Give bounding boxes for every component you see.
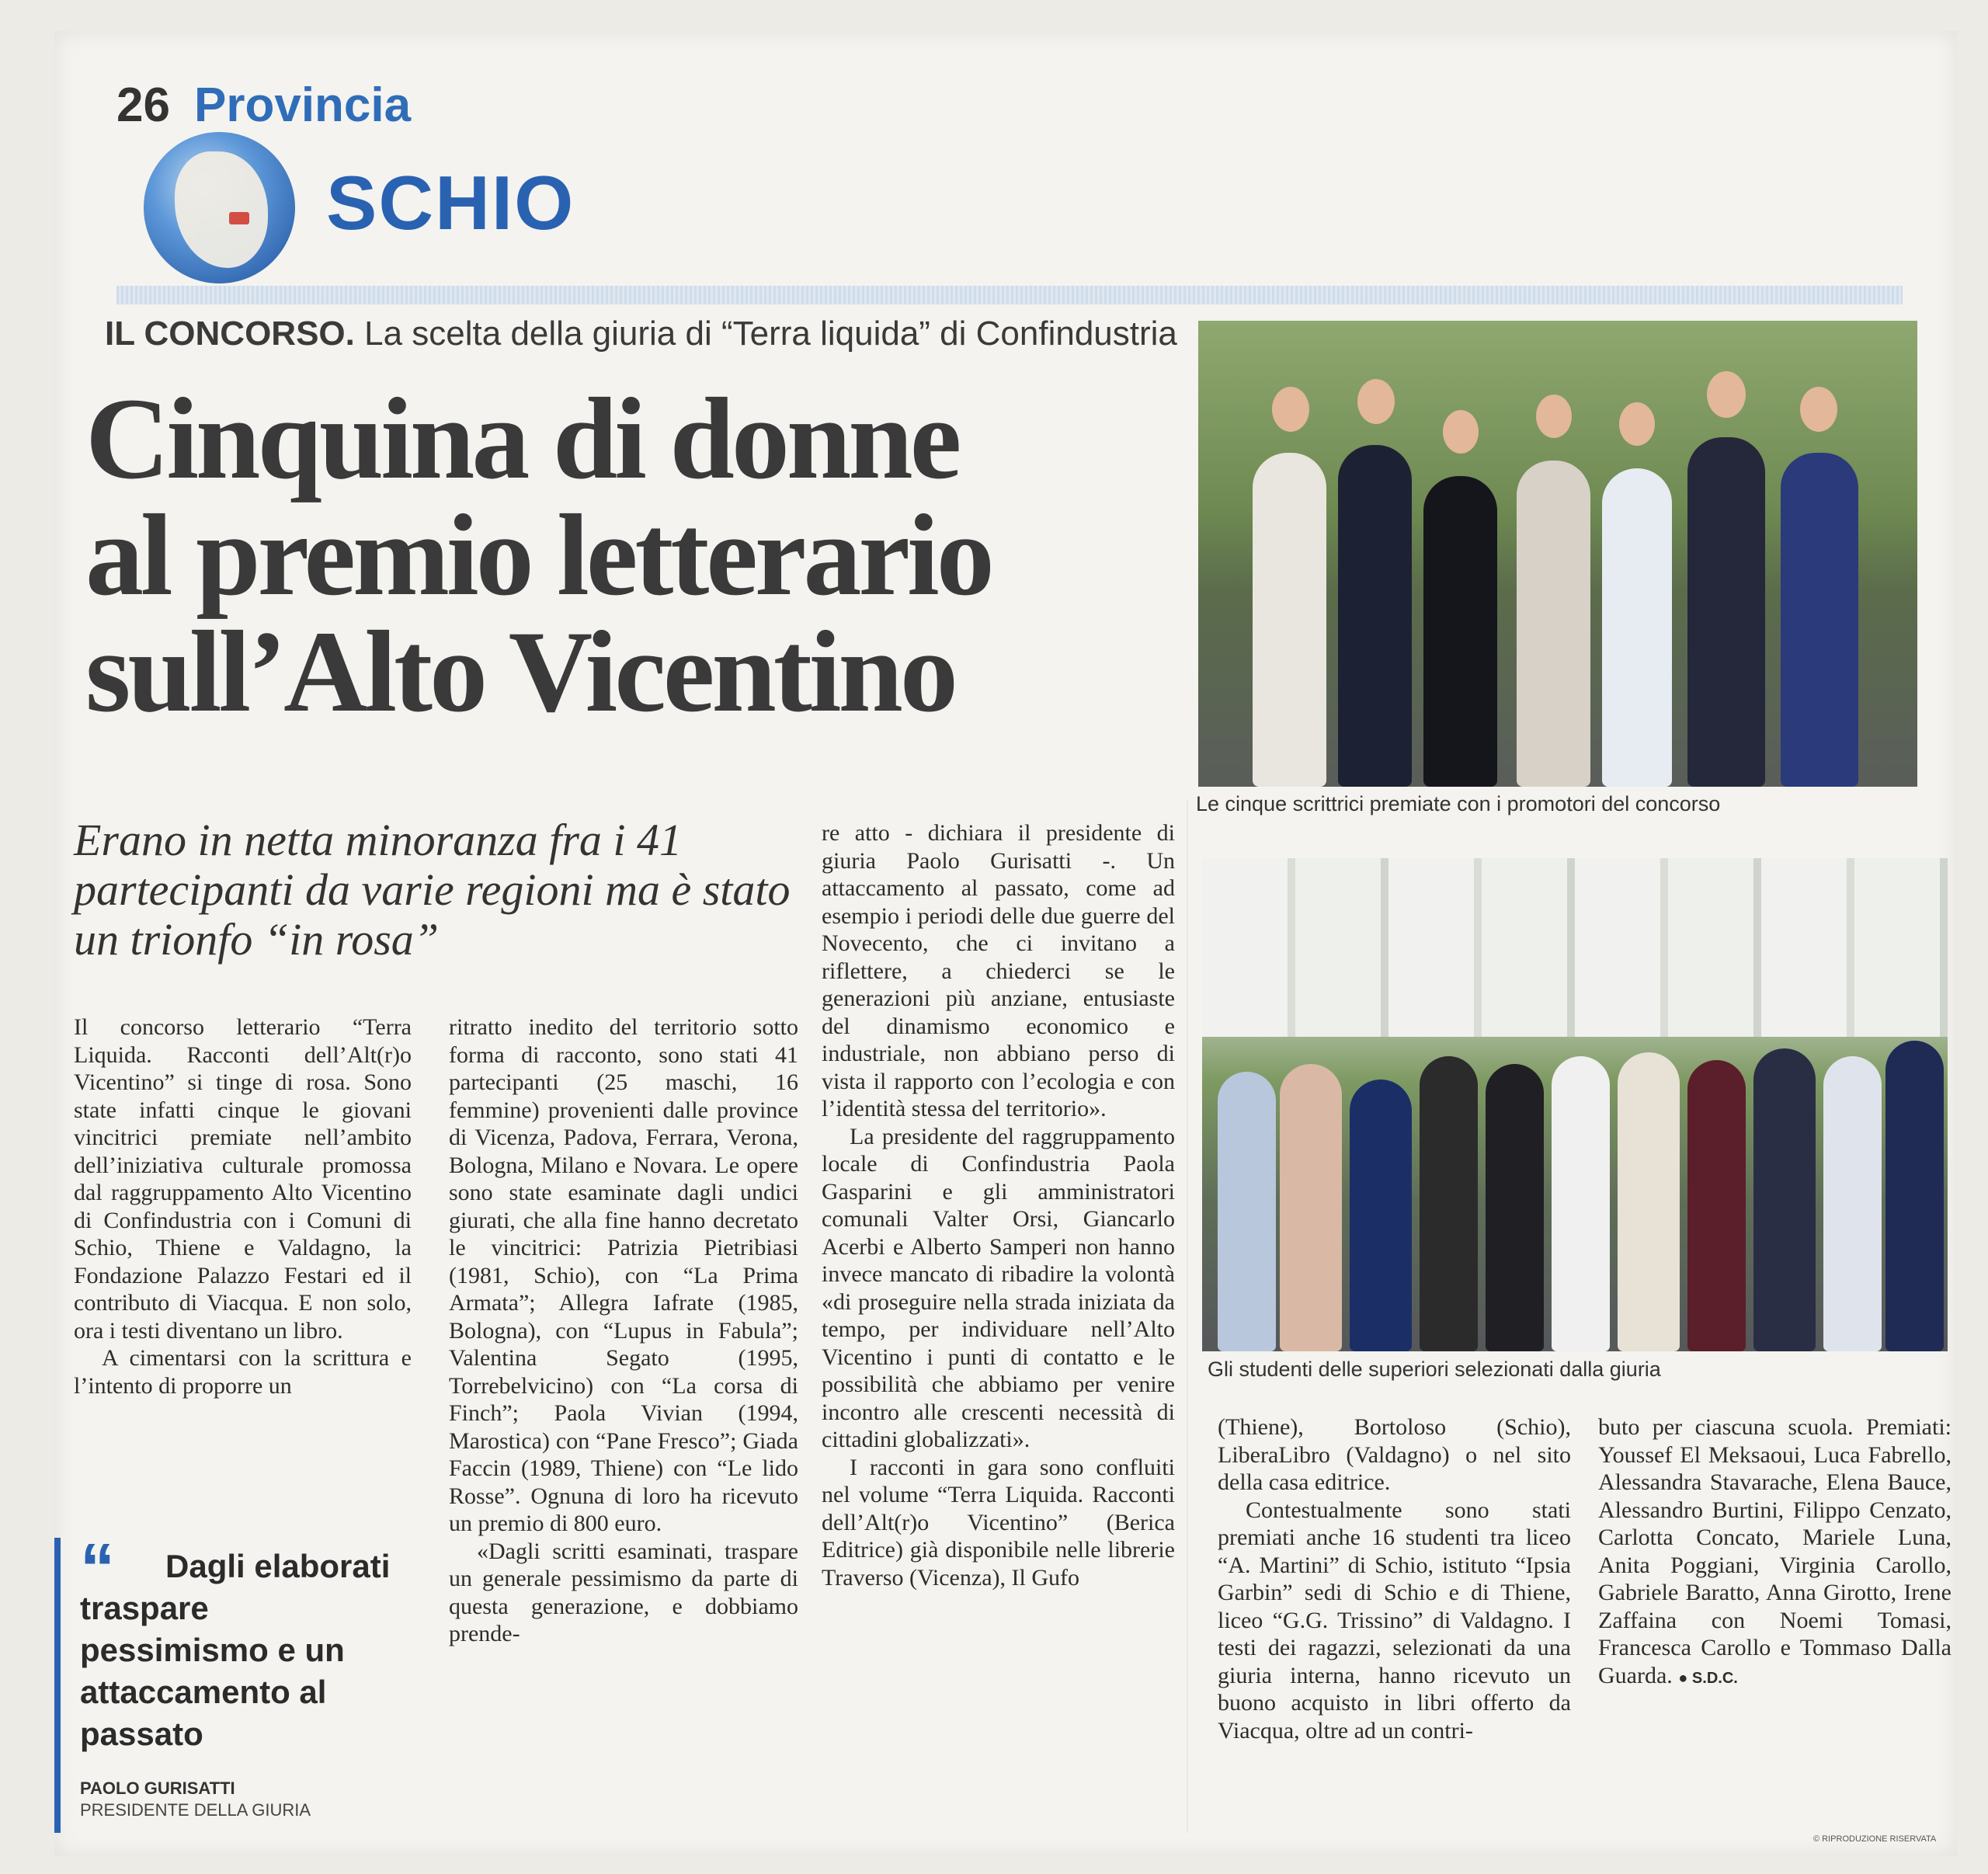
text-column-1: [74, 1013, 412, 1399]
photo-caption-1: Le cinque scrittrici premiate con i promotori del concorso: [1196, 792, 1721, 815]
article-headline: [85, 374, 1188, 736]
kicker-text: La scelta della giuria di “Terra liquida” di Confindustria: [364, 315, 1177, 353]
text-column-4: [1218, 1413, 1571, 1744]
kicker-label: IL CONCORSO.: [105, 315, 355, 353]
paragraph: La presidente del raggruppamento locale di Confindustria Paola Gasparini e gli amministratori comunali Valter Orsi, Giancarlo Acerbi e Alberto Samperi non hanno invece mancato di ribadire la volontà «di proseguire nella strada iniziata da tempo, per individuare nell’Alto Vicentino i punti di contatto e le possibilità che abbiamo per venire incontro alle crescenti necessità di cittadini globalizzati».: [822, 1123, 1175, 1452]
paragraph: ritratto inedito del territorio sotto forma di racconto, sono stati 41 partecipanti (25 maschi, 16 femmine) provenienti dalle province di Vicenza, Padova, Ferrara, Verona, Bologna, Milano e Novara. Le opere sono state esaminate dagli undici giurati, che alla fine hanno decretato le vincitrici: Patrizia Pietribiasi (1981, Schio), con “La Prima Armata”; Allegra Iafrate (1985, Bologna), con “Lupus in Fabula”; Valentina Segato (1995, Torrebelvicino) con “La corsa di Finch”; Paola Vivian (1994, Marostica) con “Pane Fresco”; Giada Faccin (1989, Thiene) con “Le lido Rosse”. Ognuna di loro ha ricevuto un premio di 800 euro.: [449, 1014, 798, 1536]
paragraph: re atto - dichiara il presidente di giuria Paolo Gurisatti -. Un attaccamento al passato, come ad esempio i periodi delle due guerre del Novecento, che ci invitano a riflettere, a chiederci se le generazioni più anziane, entusiaste del dinamismo economico e industriale, non abbiano perso di vista il rapporto con l’ecologia e con l’identità stessa del territorio».: [822, 820, 1175, 1121]
province-map-icon: [144, 132, 295, 283]
pull-quote: [54, 1530, 394, 1833]
column-divider: [1187, 800, 1188, 1833]
photo-caption-2: Gli studenti delle superiori selezionati dalla giuria: [1208, 1358, 1661, 1381]
paragraph: Il concorso letterario “Terra Liquida. Racconti dell’Alt(r)o Vicentino” si tinge di rosa. Sono state infatti cinque le giovani vincitrici premiate nell’ambito dell’iniziativa culturale promossa dal raggruppamento Alto Vicentino di Confindustria con i Comuni di Schio, Thiene e Valdagno, la Fondazione Palazzo Festari ed il contributo di Viacqua. E non solo, ora i testi diventano un libro.: [74, 1014, 412, 1344]
headline-line: al premio letterario: [85, 491, 992, 620]
pull-quote-text: Dagli elaborati traspare pessimismo e un attaccamento al passato: [80, 1548, 391, 1752]
paragraph: «Dagli scritti esaminati, traspare un generale pessimismo da parte di questa generazione, e dobbiamo prende-: [449, 1538, 798, 1646]
text-column-2: [449, 1013, 798, 1648]
author-signature: ● S.D.C.: [1678, 1669, 1738, 1687]
pull-quote-role: PRESIDENTE DELLA GIURIA: [80, 1800, 311, 1820]
photo-students: [1202, 858, 1948, 1351]
paragraph: A cimentarsi con la scrittura e l’intento di proporre un: [74, 1345, 412, 1399]
article-kicker: [105, 315, 1177, 353]
header-band: [116, 286, 1903, 304]
page-number: 26: [116, 78, 170, 132]
section-title: Provincia: [194, 78, 412, 132]
paragraph: Contestualmente sono stati premiati anche 16 studenti tra liceo “A. Martini” di Schio, istituto “Ipsia Garbin” sedi di Schio e di Thiene, liceo “G.G. Trissino” di Valdagno. I testi dei ragazzi, selezionati da una giuria interna, hanno ricevuto un buono acquisto in libri offerto da Viacqua, oltre ad un contri-: [1218, 1497, 1571, 1744]
copyright-notice: © RIPRODUZIONE RISERVATA: [1813, 1834, 1937, 1844]
paragraph-text: buto per ciascuna scuola. Premiati: Youssef El Meksaoui, Luca Fabrello, Alessandra Stavarache, Elena Bauce, Alessandro Burtini, Filippo Cenzato, Carlotta Concato, Mariele Luna, Anita Poggiani, Virginia Carollo, Gabriele Baratto, Anna Girotto, Irene Zaffaina con Noemi Tomasi, Francesca Carollo e Tommaso Dalla Guarda.: [1598, 1414, 1952, 1688]
quote-icon: “: [80, 1530, 115, 1608]
headline-line: Cinquina di donne: [85, 374, 959, 503]
article-subheadline: Erano in netta minoranza fra i 41 partecipanti da varie regioni ma è stato un trionfo “in rosa”: [74, 815, 791, 965]
photo-winners: [1198, 321, 1917, 787]
text-column-3: [822, 819, 1175, 1591]
text-column-5: [1598, 1413, 1952, 1692]
paragraph: [1598, 1413, 1952, 1692]
pull-quote-author: PAOLO GURISATTI: [80, 1778, 235, 1798]
paragraph: I racconti in gara sono confluiti nel volume “Terra Liquida. Racconti dell’Alt(r)o Vicentino” (Berica Editrice) già disponibile nelle librerie Traverso (Vicenza), Il Gufo: [822, 1454, 1175, 1591]
headline-line: sull’Alto Vicentino: [85, 607, 955, 736]
city-heading: SCHIO: [326, 160, 575, 245]
paragraph: (Thiene), Bortoloso (Schio), LiberaLibro (Valdagno) o nel sito della casa editrice.: [1218, 1414, 1571, 1495]
